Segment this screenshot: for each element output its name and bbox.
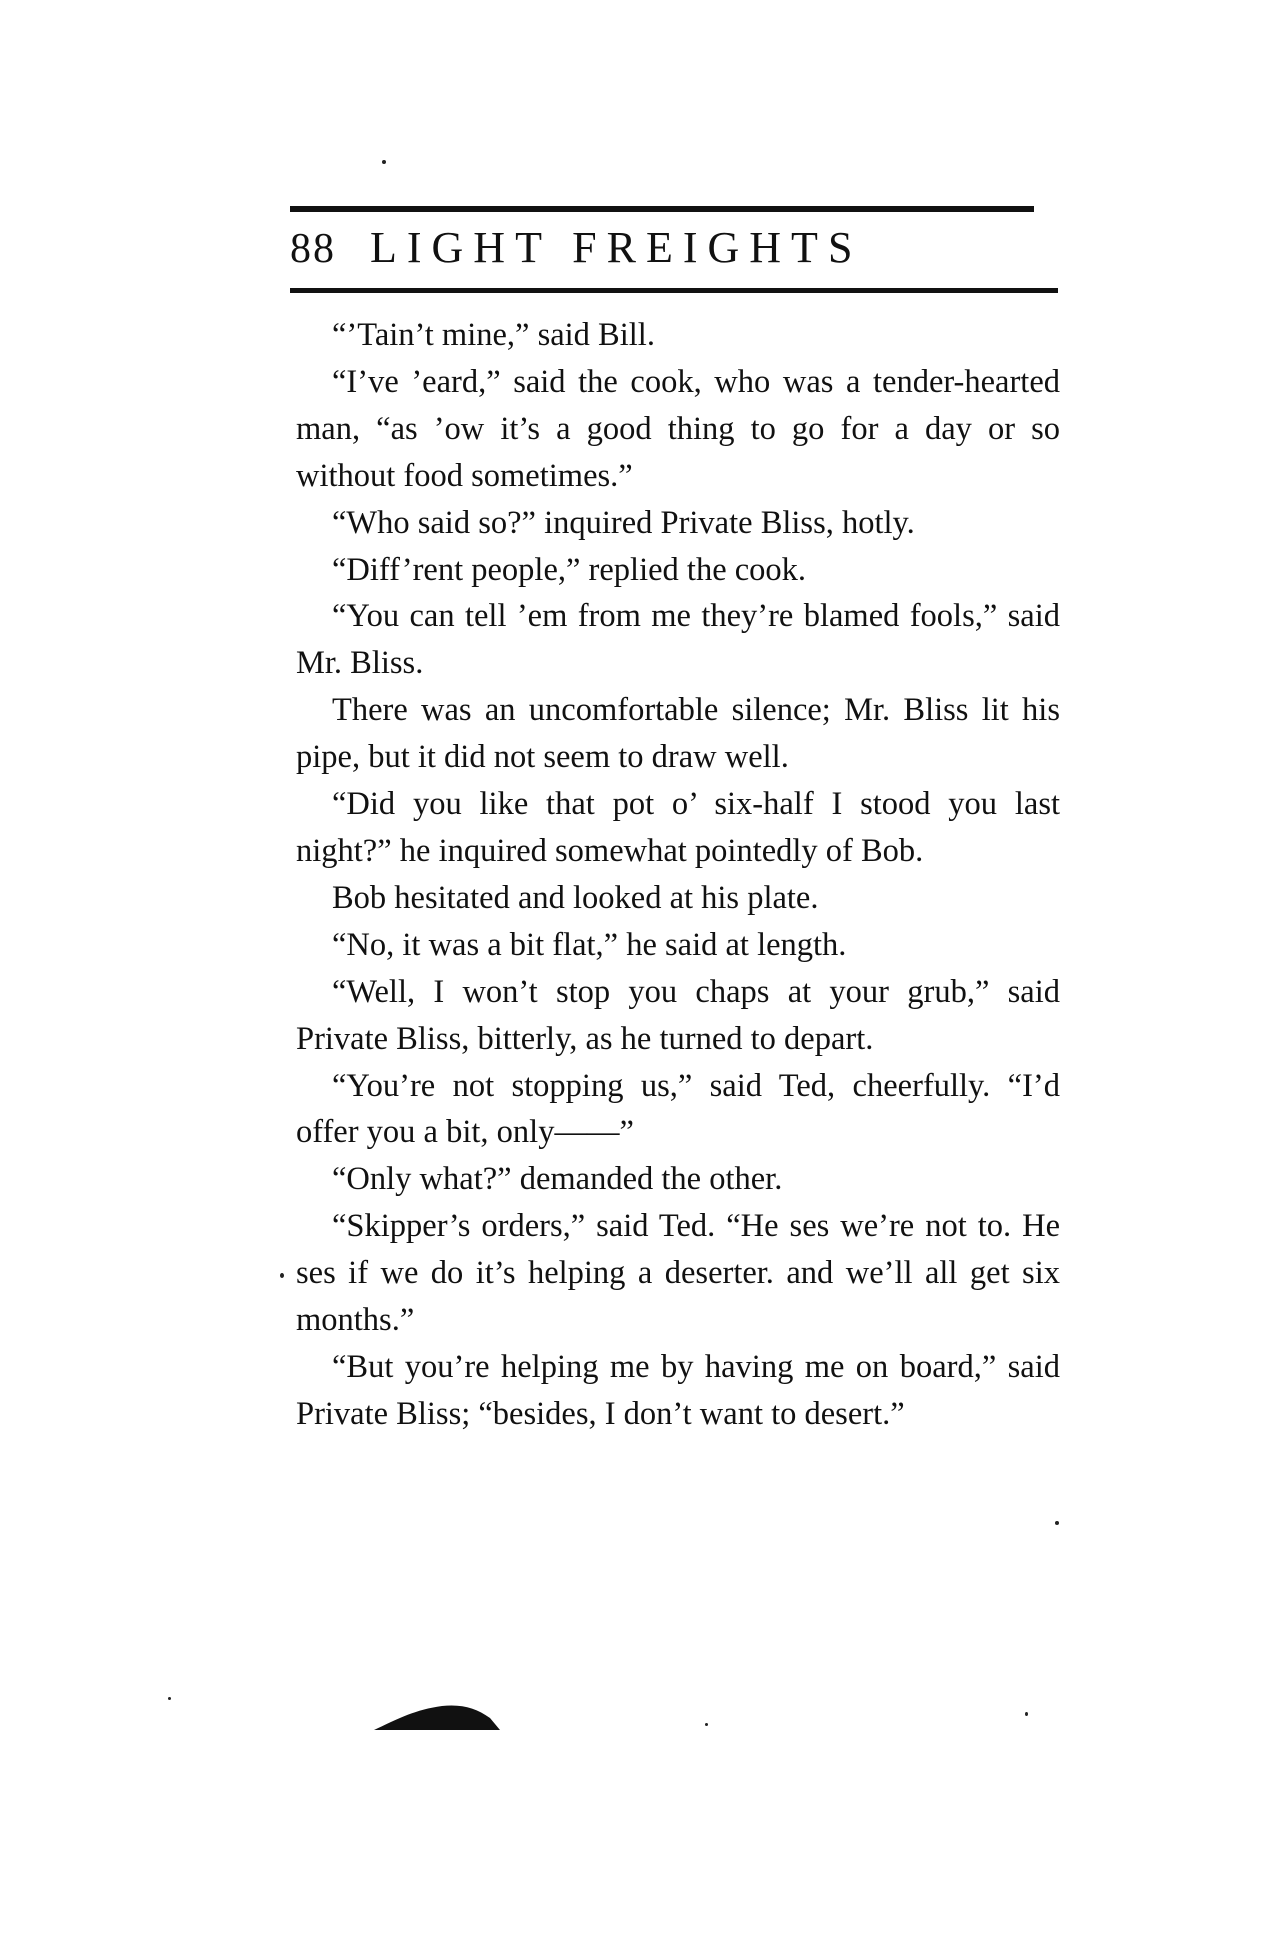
- running-title: LIGHT FREIGHTS: [370, 223, 863, 272]
- page-number: 88: [290, 226, 336, 272]
- paragraph: Bob hesitated and looked at his plate.: [332, 879, 819, 916]
- paragraph: “Who said so?” inquired Private Bliss, hotly.: [332, 504, 915, 541]
- body-text: [296, 312, 1060, 1438]
- scan-speck: [382, 160, 386, 164]
- paragraph: “Did you like that pot o’ six-half I stood you last night?” he inquired somewhat pointedly of Bob.: [296, 786, 1060, 869]
- scan-speck: [705, 1723, 708, 1726]
- header-rule-bottom: [290, 288, 1058, 293]
- header-rule-top: [290, 206, 1034, 212]
- scan-speck: [168, 1697, 171, 1700]
- paragraph: There was an uncomfortable silence; Mr. Bliss lit his pipe, but it did not seem to draw well.: [296, 692, 1060, 776]
- scan-speck: [1055, 1521, 1059, 1525]
- paragraph: “Diff’rent people,” replied the cook.: [332, 551, 807, 588]
- paragraph: “Skipper’s orders,” said Ted. “He ses we’re not to. He ses if we do it’s helping a deserter. and we’ll all get six months.”: [296, 1208, 1060, 1339]
- scan-speck: [1025, 1712, 1028, 1716]
- paragraph: “You’re not stopping us,” said Ted, cheerfully. “I’d offer you a bit, only——”: [296, 1067, 1060, 1151]
- paragraph: “Only what?” demanded the other.: [332, 1161, 783, 1198]
- paragraph: “Well, I won’t stop you chaps at your grub,” said Private Bliss, bitterly, as he turned to depart.: [296, 973, 1060, 1057]
- running-header: [290, 222, 862, 282]
- ink-blot: [372, 1700, 502, 1732]
- paragraph: “But you’re helping me by having me on board,” said Private Bliss; “besides, I don’t want to desert.”: [296, 1348, 1060, 1432]
- paragraph: “’Tain’t mine,” said Bill.: [332, 317, 655, 353]
- paragraph: “No, it was a bit flat,” he said at length.: [332, 926, 847, 963]
- paragraph: “You can tell ’em from me they’re blamed fools,” said Mr. Bliss.: [296, 598, 1060, 682]
- scan-speck: [280, 1273, 284, 1278]
- paragraph: “I’ve ’eard,” said the cook, who was a tender-hearted man, “as ’ow it’s a good thing to go for a day or so without food sometimes.”: [296, 363, 1060, 494]
